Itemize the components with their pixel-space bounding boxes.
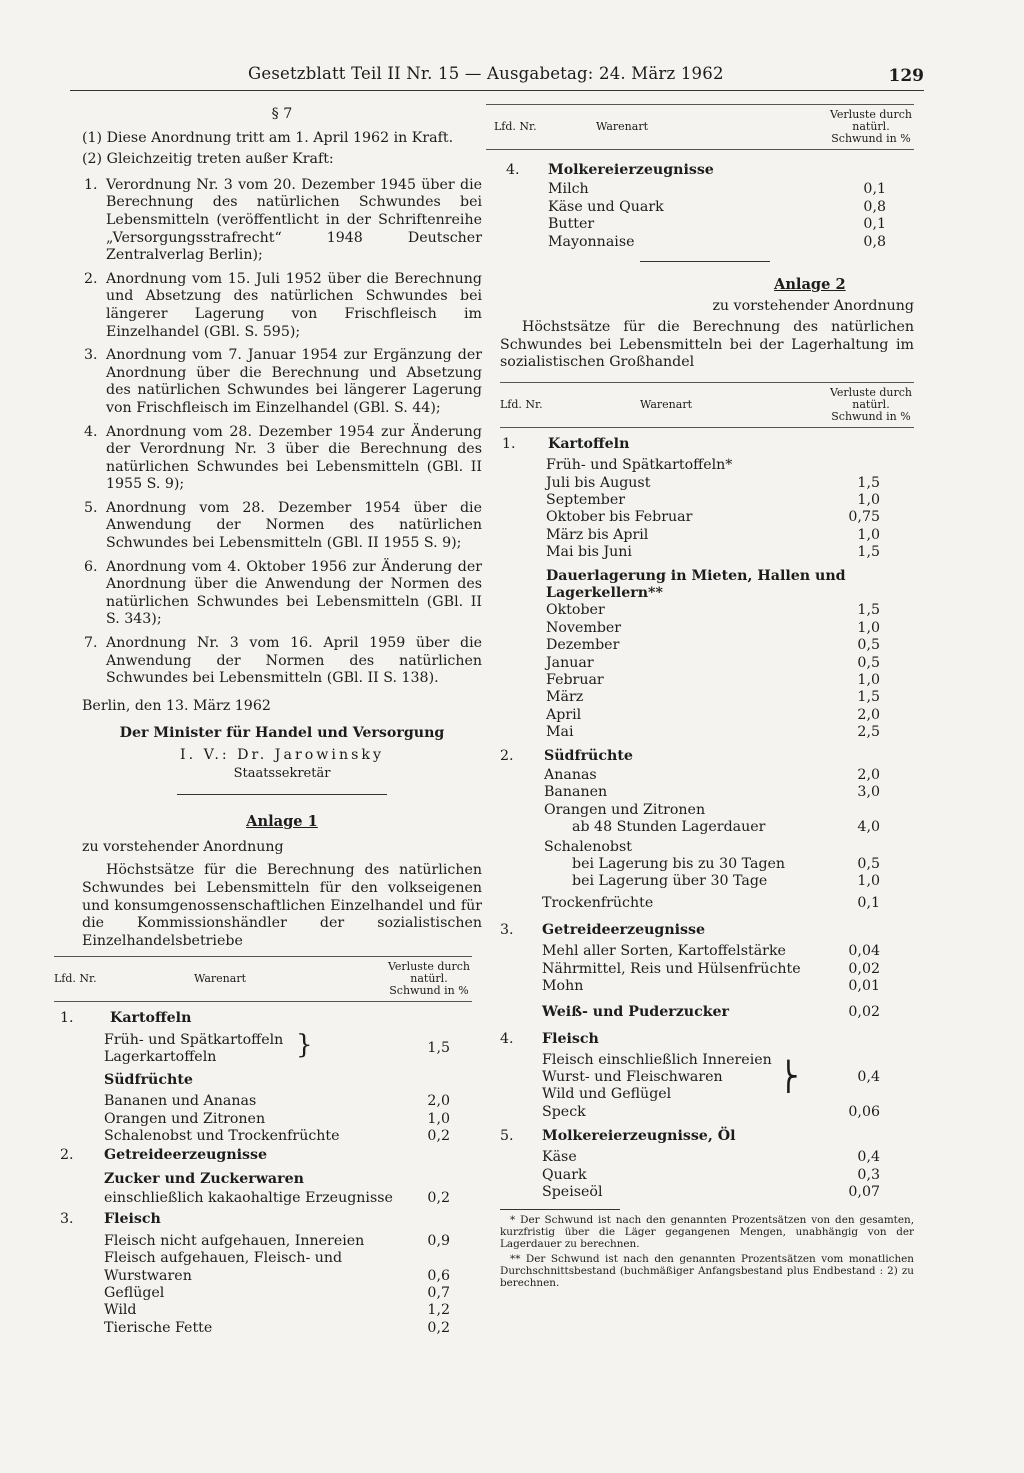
table-row: April 2,0 bbox=[546, 706, 880, 723]
footnote-1: * Der Schwund ist nach den genannten Prozentsätzen von den gesamten, kurzfristig über die Läger gegangenen Mengen, unabhängig von der Lagerdauer zu berechnen. bbox=[500, 1214, 914, 1251]
table-row: 4. Fleisch bbox=[500, 1031, 599, 1048]
table-row: Speck 0,06 bbox=[542, 1104, 880, 1121]
right-column bbox=[494, 104, 914, 1292]
separator-rule bbox=[177, 794, 387, 795]
table-row: Fleisch einschließlich Innereien Wurst- und Fleischwaren Wild und Geflügel ⎬ 0,4 bbox=[542, 1052, 880, 1103]
table-row: 4. Molkereierzeugnisse bbox=[506, 162, 714, 178]
table-row: Oktober 1,5 bbox=[546, 602, 880, 619]
table-row: Fleisch nicht aufgehauen, Innereien 0,9 bbox=[104, 1232, 450, 1249]
table-row: Orangen und Zitronen 1,0 bbox=[104, 1110, 450, 1127]
table-row: März bis April 1,0 bbox=[546, 526, 880, 543]
col-header-nr: Lfd. Nr. bbox=[54, 972, 97, 986]
anlage-1-table-header bbox=[54, 956, 472, 1002]
col-header-ware: Warenart bbox=[640, 397, 692, 411]
col-header-ware: Warenart bbox=[596, 120, 648, 133]
repeal-item: 4. Anordnung vom 28. Dezember 1954 zur Änderung der Verordnung Nr. 3 über die Berechnung des natürlichen Schwundes bei Lebensmitteln (GBl. II 1955 S. 9); bbox=[84, 423, 482, 493]
table-row: Früh- und Spätkartoffeln* bbox=[546, 457, 733, 474]
table-row: Mai bis Juni 1,5 bbox=[546, 544, 880, 561]
table-row: Trockenfrüchte 0,1 bbox=[542, 894, 880, 911]
table-row: 2. Südfrüchte bbox=[500, 747, 633, 764]
table-row: Weiß- und Puderzucker 0,02 bbox=[542, 1003, 880, 1020]
table-row: bei Lagerung bis zu 30 Tagen 0,5 bbox=[572, 855, 880, 872]
table-row: Mehl aller Sorten, Kartoffelstärke 0,04 bbox=[542, 943, 880, 960]
table-row: November 1,0 bbox=[546, 619, 880, 636]
footnote-rule bbox=[500, 1209, 620, 1210]
place-date: Berlin, den 13. März 1962 bbox=[82, 697, 271, 714]
repeal-item: 3. Anordnung vom 7. Januar 1954 zur Ergänzung der Anordnung über die Berechnung und Absetzung des natürlichen Schwundes bei längerer Lagerung von Frischfleisch im Einzelhandel (GBl. S. 44); bbox=[84, 347, 482, 416]
repeal-item: 5. Anordnung vom 28. Dezember 1954 über die Anwendung der Normen des natürlichen Schwundes bei Lebensmitteln (GBl. II 1955 S. 9); bbox=[84, 499, 482, 552]
table-row: Speiseöl 0,07 bbox=[542, 1183, 880, 1200]
table-row: Ananas 2,0 bbox=[544, 766, 880, 783]
table-row: Käse und Quark 0,8 bbox=[548, 198, 886, 215]
table-row: Früh- und Spätkartoffeln Lagerkartoffeln } 1,5 bbox=[104, 1029, 450, 1065]
anlage-1-subtitle: zu vorstehender Anordnung bbox=[82, 838, 284, 855]
table-row: Juli bis August 1,5 bbox=[546, 474, 880, 491]
signature: I. V.: Dr. Jarowinsky bbox=[180, 747, 384, 763]
repeal-item: 1. Verordnung Nr. 3 vom 20. Dezember 1945 über die Berechnung des natürlichen Schwundes bei Lebensmitteln (veröffentlicht in der Schriftenreihe „Versorgungsstrafrecht“ 1948 Deutscher Zentralverlag Berlin); bbox=[84, 176, 482, 264]
anlage-1-title: Anlage 1 bbox=[246, 813, 318, 831]
anlage-2-intro: Höchstsätze für die Berechnung des natürlichen Schwundes bei Lebensmitteln bei der Lagerhaltung im sozialistischen Großhandel bbox=[500, 319, 914, 371]
table-row: 3. Getreideerzeugnisse bbox=[500, 922, 706, 939]
table-row: bei Lagerung über 30 Tage 1,0 bbox=[572, 873, 880, 890]
col-header-nr: Lfd. Nr. bbox=[500, 397, 543, 411]
minister-title: Der Minister für Handel und Versorgung bbox=[119, 725, 445, 742]
page-number: 129 bbox=[888, 66, 924, 86]
repeal-item: 6. Anordnung vom 4. Oktober 1956 zur Änderung der Anordnung über die Anwendung der Normen des natürlichen Schwundes bei Lebensmitteln (GBl. II S. 343); bbox=[84, 558, 482, 628]
col-header-nr: Lfd. Nr. bbox=[494, 120, 537, 133]
table-row: Orangen und Zitronen bbox=[544, 801, 706, 818]
left-column bbox=[54, 104, 482, 1337]
paragraph-1: (1) Diese Anordnung tritt am 1. April 1962 in Kraft. bbox=[82, 129, 454, 146]
table-row: 1. Kartoffeln bbox=[60, 1010, 192, 1027]
table-row: Mai 2,5 bbox=[546, 724, 880, 741]
table-row: Tierische Fette 0,2 bbox=[104, 1319, 450, 1336]
table-row: Mayonnaise 0,8 bbox=[548, 233, 886, 250]
table-row: Geflügel 0,7 bbox=[104, 1285, 450, 1302]
table-row: Bananen und Ananas 2,0 bbox=[104, 1093, 450, 1110]
anlage-2-subtitle: zu vorstehender Anordnung bbox=[712, 297, 914, 314]
table-row: März 1,5 bbox=[546, 689, 880, 706]
table-row: Oktober bis Februar 0,75 bbox=[546, 509, 880, 526]
section-mark: § 7 bbox=[271, 106, 293, 122]
col-header-verlust: Verluste durch natürl. Schwund in % bbox=[387, 960, 470, 998]
table-row: ab 48 Stunden Lagerdauer 4,0 bbox=[572, 819, 880, 836]
table-row: Bananen 3,0 bbox=[544, 784, 880, 801]
table-row: September 1,0 bbox=[546, 492, 880, 509]
footnotes bbox=[500, 1209, 914, 1289]
table-row: Dezember 0,5 bbox=[546, 637, 880, 654]
anlage-1-table-header-cont bbox=[486, 104, 914, 150]
table-row: Januar 0,5 bbox=[546, 654, 880, 671]
paragraph-2: (2) Gleichzeitig treten außer Kraft: bbox=[82, 151, 334, 168]
table-row: 5. Molkereierzeugnisse, Öl bbox=[500, 1127, 736, 1144]
anlage-2-title: Anlage 2 bbox=[774, 275, 846, 293]
col-header-ware: Warenart bbox=[194, 972, 246, 986]
brace-icon: } bbox=[296, 1029, 313, 1060]
brace-icon: ⎬ bbox=[778, 1060, 799, 1094]
table-row: 3. Fleisch bbox=[60, 1211, 161, 1228]
repeal-item: 7. Anordnung Nr. 3 vom 16. April 1959 über die Anwendung der Normen des natürlichen Schwundes bei Lebensmitteln (GBl. II S. 138). bbox=[84, 635, 482, 687]
anlage-1-table bbox=[60, 1010, 454, 1337]
anlage-1-intro: Höchstsätze für die Berechnung des natürlichen Schwundes bei Lebensmitteln für den volkseigenen und konsumgenossenschaftlichen Einzelhandel und für die Kommissionshändler der sozialistischen Einzelhandelsbetriebe bbox=[82, 862, 482, 949]
table-row: Schalenobst und Trockenfrüchte 0,2 bbox=[104, 1127, 450, 1144]
table-row: Wurstwaren 0,6 bbox=[104, 1267, 450, 1284]
signature-title: Staatssekretär bbox=[233, 765, 331, 781]
table-row: Milch 0,1 bbox=[548, 181, 886, 198]
table-row: Südfrüchte bbox=[104, 1071, 193, 1088]
table-row: Nährmittel, Reis und Hülsenfrüchte 0,02 bbox=[542, 960, 880, 977]
anlage-1-table-cont bbox=[500, 162, 890, 251]
table-row: Wild 1,2 bbox=[104, 1302, 450, 1319]
anlage-2-table bbox=[500, 436, 884, 1201]
table-row: Käse 0,4 bbox=[542, 1149, 880, 1166]
table-row: Mohn 0,01 bbox=[542, 978, 880, 995]
col-header-verlust: Verluste durch natürl. Schwund in % bbox=[829, 108, 912, 145]
table-row: einschließlich kakaohaltige Erzeugnisse 0,2 bbox=[104, 1190, 450, 1207]
anlage-2-table-header bbox=[500, 382, 914, 428]
table-row: Fleisch aufgehauen, Fleisch- und bbox=[104, 1250, 343, 1267]
repeal-item: 2. Anordnung vom 15. Juli 1952 über die Berechnung und Absetzung des natürlichen Schwundes bei längerer Lagerung von Frischfleisch im Einzelhandel (GBl. S. 595); bbox=[84, 270, 482, 340]
table-row: Schalenobst bbox=[544, 838, 632, 855]
table-row: Dauerlagerung in Mieten, Hallen und bbox=[546, 567, 846, 584]
footnote-2: ** Der Schwund ist nach den genannten Prozentsätzen vom monatlichen Durchschnittsbestand (buchmäßiger Anfangsbestand plus Endbestand : 2) zu berechnen. bbox=[500, 1253, 914, 1290]
table-row: Quark 0,3 bbox=[542, 1166, 880, 1183]
table-row: 1. Kartoffeln bbox=[502, 435, 630, 452]
table-row: Februar 1,0 bbox=[546, 672, 880, 688]
table-row: Lagerkellern** bbox=[546, 585, 663, 602]
header-rule bbox=[70, 90, 924, 91]
table-row: Zucker und Zuckerwaren bbox=[104, 1170, 304, 1187]
page-header bbox=[60, 64, 924, 94]
table-row: 2. Getreideerzeugnisse bbox=[60, 1147, 268, 1164]
col-header-verlust: Verluste durch natürl. Schwund in % bbox=[829, 385, 912, 423]
separator-rule bbox=[640, 261, 770, 262]
table-row: Butter 0,1 bbox=[548, 216, 886, 233]
header-title: Gesetzblatt Teil II Nr. 15 — Ausgabetag: 24. März 1962 bbox=[248, 64, 724, 83]
